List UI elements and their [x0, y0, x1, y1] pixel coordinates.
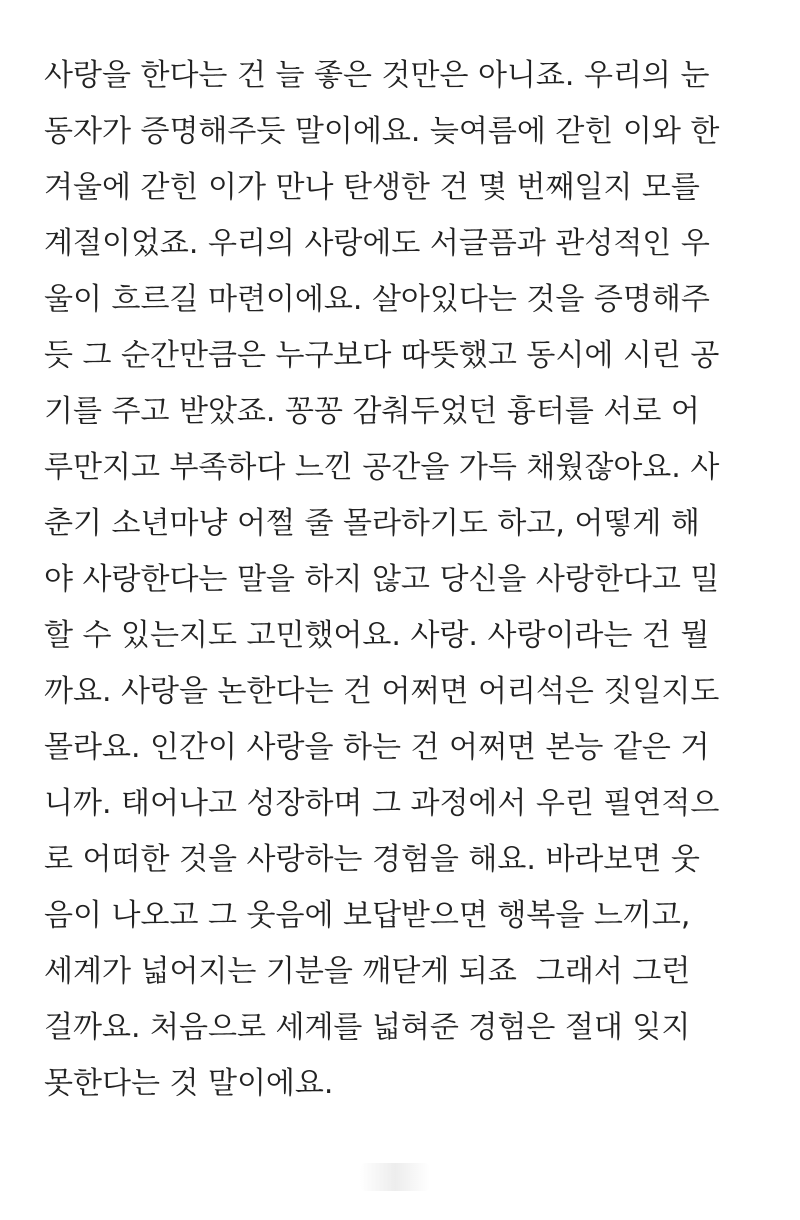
text-line: 춘기 소년마냥 어쩔 줄 몰라하기도 하고, 어떻게 해	[44, 506, 700, 541]
text-line: 음이 나오고 그 웃음에 보답받으면 행복을 느끼고,	[44, 898, 691, 933]
text-line: 걸까요. 처음으로 세계를 넓혀준 경험은 절대 잊지	[44, 1010, 691, 1045]
text-line: 못한다는 것 말이에요.	[44, 1066, 334, 1101]
text-line: 할 수 있는지도 고민했어요. 사랑. 사랑이라는 건 뭘	[44, 618, 710, 653]
text-line: 동자가 증명해주듯 말이에요. 늦여름에 갇힌 이와 한	[44, 114, 720, 149]
text-line: 야 사랑한다는 말을 하지 않고 당신을 사랑한다고 밀	[44, 562, 720, 597]
text-line: 까요. 사랑을 논한다는 건 어쩌면 어리석은 짓일지도	[44, 674, 720, 709]
text-line: 계절이었죠. 우리의 사랑에도 서글픔과 관성적인 우	[44, 226, 710, 261]
text-line: 기를 주고 받았죠. 꽁꽁 감춰두었던 흉터를 서로 어	[44, 394, 700, 429]
text-line: 로 어떠한 것을 사랑하는 경험을 해요. 바라보면 웃	[44, 842, 700, 877]
text-line: 몰라요. 인간이 사랑을 하는 건 어쩌면 본능 같은 거	[44, 730, 710, 765]
text-body	[44, 48, 764, 1112]
text-line: 루만지고 부족하다 느낀 공간을 가득 채웠잖아요. 사	[44, 450, 720, 485]
text-line: 듯 그 순간만큼은 누구보다 따뜻했고 동시에 시린 공	[44, 338, 720, 373]
text-line: 울이 흐르길 마련이에요. 살아있다는 것을 증명해주	[44, 282, 710, 317]
text-line: 사랑을 한다는 건 늘 좋은 것만은 아니죠. 우리의 눈	[44, 58, 710, 93]
text-line: 니까. 태어나고 성장하며 그 과정에서 우린 필연적으	[44, 786, 720, 821]
watermark-smudge	[360, 1163, 430, 1191]
text-line: 세계가 넓어지는 기분을 깨닫게 되죠 그래서 그런	[44, 954, 691, 989]
text-line: 겨울에 갇힌 이가 만나 탄생한 건 몇 번째일지 모를	[44, 170, 700, 205]
